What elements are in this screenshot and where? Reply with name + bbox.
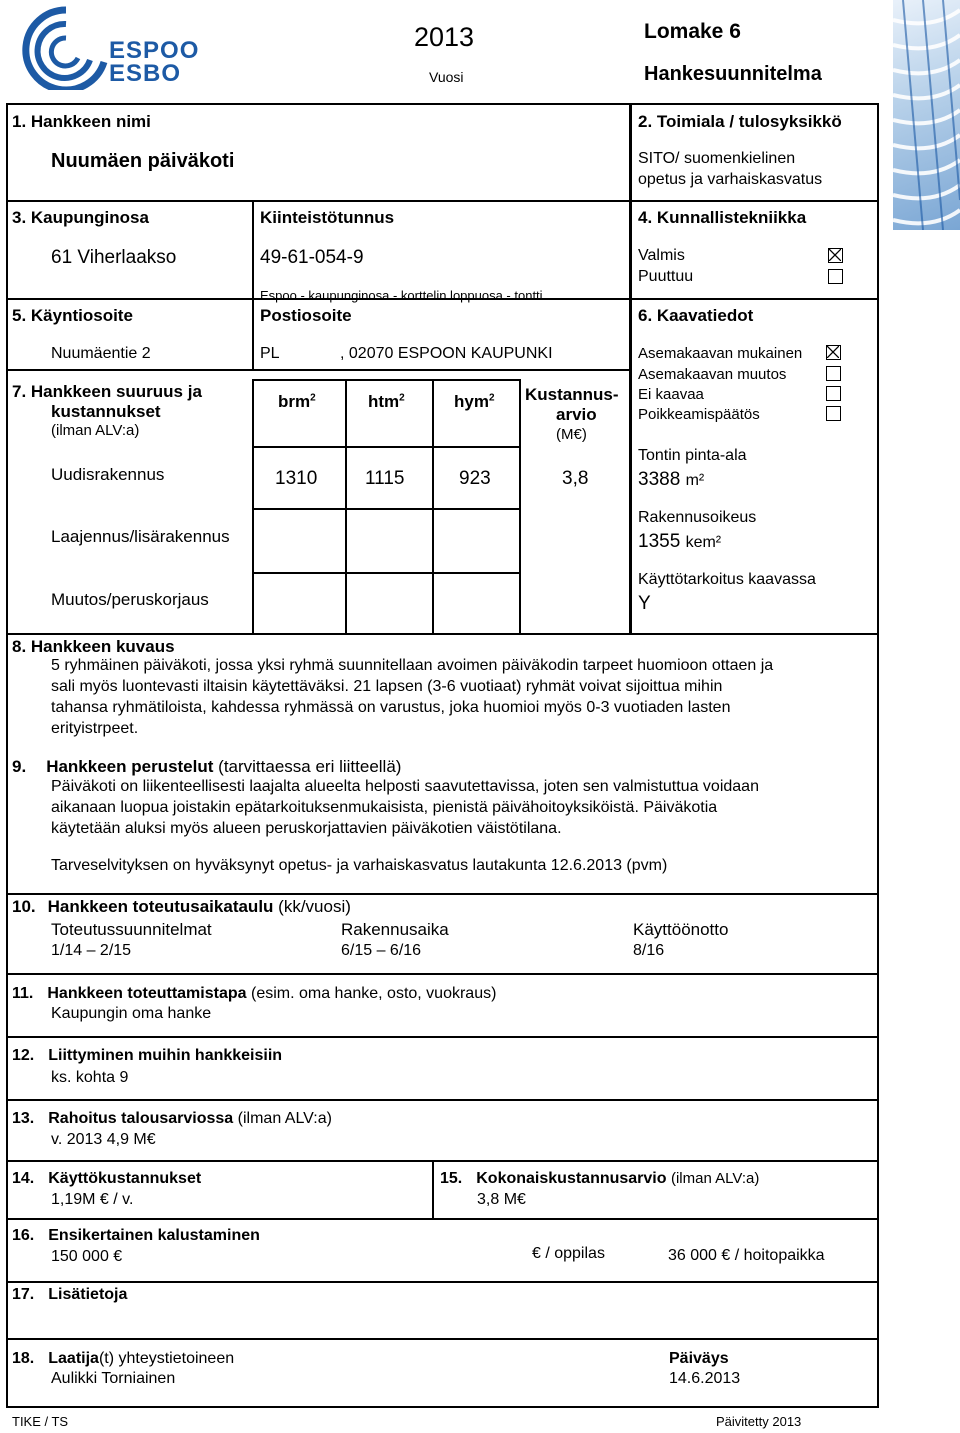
s18-label	[12, 1350, 234, 1368]
rule-row12	[6, 1036, 879, 1038]
s10-label-rest: (kk/vuosi)	[278, 897, 351, 916]
oikeus-unit: kem²	[685, 534, 722, 551]
s10-col1-label: Rakennusaika	[341, 920, 449, 939]
s13-label-rest: (ilman ALV:a)	[237, 1110, 332, 1127]
row-label-laajennus: Laajennus/lisärakennus	[51, 527, 230, 546]
s16-value: 150 000 €	[51, 1248, 123, 1265]
checkbox-poikkeamispaatos[interactable]	[826, 406, 841, 421]
rule-row8	[6, 633, 879, 635]
row-uudis-brm: 1310	[275, 468, 318, 489]
s18-value: Aulikki Torniainen	[51, 1370, 176, 1387]
posti-value: , 02070 ESPOON KAUPUNKI	[340, 345, 553, 362]
s13-label	[12, 1110, 332, 1128]
s8-line-1: sali myös luontevasti iltaisin käytettäväksi. 21 lapsen (3-6 vuotiaat) ryhmät voivat sijoittua mihin	[51, 678, 723, 695]
rule-left	[6, 103, 8, 1408]
s3-value: 61 Viherlaakso	[51, 247, 177, 268]
rule-row13	[6, 1099, 879, 1101]
s17-num: 17.	[12, 1286, 35, 1303]
s6-opt-2: Ei kaavaa	[638, 386, 704, 403]
kiinteisto-note: Espoo - kaupunginosa - korttelin loppuosa - tontti	[260, 288, 543, 303]
logo-text-espoo: ESPOO	[109, 37, 200, 64]
row-uudis-cost: 3,8	[562, 468, 589, 489]
s4-opt-puuttuu: Puuttuu	[638, 268, 694, 285]
col-cost-1: Kustannus-	[525, 385, 619, 404]
checkbox-x-icon	[827, 346, 839, 358]
s16-per-place: 36 000 € / hoitopaikka	[668, 1247, 825, 1264]
footer-right: Päivitetty 2013	[716, 1414, 802, 1429]
checkbox-asemakaavan-muutos[interactable]	[826, 366, 841, 381]
s10-col2-label: Käyttöönotto	[633, 920, 729, 939]
s2-label: 2. Toimiala / tulosyksikkö	[638, 112, 842, 131]
checkbox-asemakaavan-mukainen[interactable]	[826, 345, 841, 360]
rule-row7	[6, 369, 631, 371]
s9-line-1: aikanaan luopua joistakin epätarkoituksenmukaisista, pienistä päivähoitoyksiköistä. Päiväkotia	[51, 799, 718, 816]
year-value: 2013	[414, 22, 475, 52]
oikeus-value	[638, 531, 721, 553]
col-brm: brm$^2$	[278, 392, 316, 411]
s1-value: Nuumäen päiväkoti	[51, 150, 235, 172]
s12-num: 12.	[12, 1047, 35, 1064]
s14-value: 1,19M € / v.	[51, 1191, 134, 1208]
s9-line-2: käytetään aluksi myös alueen peruskorjattavien päiväkotien väistötilana.	[51, 820, 562, 837]
rule-row11	[6, 973, 879, 975]
s3-label: 3. Kaupunginosa	[12, 208, 149, 227]
rule-table-r2	[252, 508, 521, 510]
s11-label-rest: (esim. oma hanke, osto, vuokraus)	[250, 985, 497, 1002]
s4-opt-valmis: Valmis	[638, 247, 685, 264]
col-cost-3: (M€)	[556, 426, 587, 443]
s9-num: 9.	[12, 757, 27, 776]
s8-line-0: 5 ryhmäinen päiväkoti, jossa yksi ryhmä suunnitellaan avoimen päiväkodin tarpeet huomioon ottaen ja	[51, 657, 774, 674]
s14-label	[12, 1170, 201, 1188]
rule-right	[877, 103, 879, 1408]
s15-value: 3,8 M€	[477, 1191, 526, 1208]
col-htm: htm$^2$	[368, 392, 405, 411]
s15-num: 15.	[440, 1170, 463, 1187]
s16-num: 16.	[12, 1227, 35, 1244]
posti-label: Postiosoite	[260, 306, 352, 325]
s16-label	[12, 1227, 260, 1245]
rule-table-cost	[519, 379, 521, 633]
logo-arcs-icon	[6, 2, 116, 90]
rule-row10	[6, 893, 879, 895]
s6-label: 6. Kaavatiedot	[638, 306, 754, 325]
s17-label-bold: Lisätietoja	[48, 1286, 128, 1303]
s12-label-bold: Liittyminen muihin hankkeisiin	[48, 1047, 283, 1064]
s18-label-rest: (t) yhteystietoineen	[98, 1350, 235, 1367]
rule-table-r3	[252, 572, 521, 574]
row-label-uudis: Uudisrakennus	[51, 465, 165, 484]
s14-num: 14.	[12, 1170, 35, 1187]
kiinteisto-label: Kiinteistötunnus	[260, 208, 395, 227]
s15-label-bold: Kokonaiskustannusarvio	[476, 1170, 667, 1187]
s10-col0-value: 1/14 – 2/15	[51, 942, 132, 959]
form-title: Hankesuunnitelma	[644, 63, 822, 85]
oikeus-number: 1355	[638, 531, 681, 552]
s13-label-bold: Rahoitus talousarviossa	[48, 1110, 234, 1127]
s16-label-bold: Ensikertainen kalustaminen	[48, 1227, 260, 1244]
s7-label-2: kustannukset	[51, 402, 161, 421]
rule-table-r1	[252, 446, 521, 448]
checkbox-valmis[interactable]	[828, 248, 843, 263]
s9-line-0: Päiväkoti on liikenteellisesti laajalta alueelta helposti saavutettavissa, joten sen valmistuttua voidaan	[51, 778, 759, 795]
s16-per-pupil: € / oppilas	[532, 1245, 605, 1262]
s10-col2-value: 8/16	[633, 942, 665, 959]
s14-label-bold: Käyttökustannukset	[48, 1170, 202, 1187]
s8-label: 8. Hankkeen kuvaus	[12, 637, 175, 656]
posti-pl: PL	[260, 345, 280, 362]
rule-row3	[6, 200, 879, 202]
s17-label	[12, 1286, 127, 1304]
col-hym: hym$^2$	[454, 392, 495, 411]
s4-label: 4. Kunnallistekniikka	[638, 208, 807, 227]
rule-top	[6, 103, 879, 105]
s6-opt-1: Asemakaavan muutos	[638, 366, 787, 383]
logo-text-esbo: ESBO	[109, 60, 182, 87]
oikeus-label: Rakennusoikeus	[638, 509, 757, 526]
decorative-wave-graphic	[893, 0, 960, 230]
s18-date-label: Päiväys	[669, 1350, 729, 1367]
rule-table-brm	[252, 379, 254, 633]
form-number: Lomake 6	[644, 20, 741, 43]
s9-label-bold: Hankkeen perustelut	[46, 757, 214, 776]
s7-label-3: (ilman ALV:a)	[51, 422, 140, 439]
s10-num: 10.	[12, 897, 36, 916]
s2-value-2: opetus ja varhaiskasvatus	[638, 171, 823, 188]
s10-label-bold: Hankkeen toteutusaikataulu	[47, 897, 274, 916]
s8-line-2: tahansa ryhmätiloista, kahdessa ryhmässä on varustus, joka huomioi myös 0-3 vuotiaden lasten	[51, 699, 731, 716]
rule-row16	[6, 1218, 879, 1220]
s8-line-3: erityistrpeet.	[51, 720, 139, 737]
row-uudis-hym: 923	[459, 468, 491, 489]
tontti-number: 3388	[638, 469, 681, 490]
kiinteisto-value: 49-61-054-9	[260, 247, 364, 268]
s11-label-bold: Hankkeen toteuttamistapa	[47, 985, 247, 1002]
s13-num: 13.	[12, 1110, 35, 1127]
s10-col1-value: 6/15 – 6/16	[341, 942, 422, 959]
row-label-muutos: Muutos/peruskorjaus	[51, 590, 209, 609]
rule-table-htm	[345, 379, 347, 633]
tontti-label: Tontin pinta-ala	[638, 447, 747, 464]
s7-label-1: 7. Hankkeen suuruus ja	[12, 382, 202, 401]
s10-col0-label: Toteutussuunnitelmat	[51, 920, 212, 939]
rule-row18	[6, 1338, 879, 1340]
s15-label-rest: (ilman ALV:a)	[670, 1170, 760, 1187]
footer-left: TIKE / TS	[12, 1414, 69, 1429]
rule-row17	[6, 1281, 879, 1283]
year-label: Vuosi	[429, 69, 464, 85]
s18-label-bold: Laatija	[48, 1350, 99, 1367]
s9-label	[12, 757, 401, 777]
rule-mid-col	[629, 103, 632, 635]
row-uudis-htm: 1115	[365, 468, 405, 489]
rule-table-head	[252, 379, 521, 381]
checkbox-x-icon	[829, 249, 841, 261]
s9-approval: Tarveselvityksen on hyväksynyt opetus- ja varhaiskasvatus lautakunta 12.6.2013 (pvm)	[51, 857, 668, 874]
s18-date-value: 14.6.2013	[669, 1370, 741, 1387]
s15-label	[440, 1170, 759, 1188]
s11-value: Kaupungin oma hanke	[51, 1005, 212, 1022]
rule-table-hym	[432, 379, 434, 633]
tontti-unit: m²	[685, 472, 705, 489]
s10-label	[12, 897, 351, 917]
rule-row14	[6, 1160, 879, 1162]
s11-label	[12, 985, 496, 1003]
checkbox-puuttuu[interactable]	[828, 269, 843, 284]
s1-label: 1. Hankkeen nimi	[12, 112, 151, 131]
s12-value: ks. kohta 9	[51, 1069, 129, 1086]
s2-value-1: SITO/ suomenkielinen	[638, 150, 796, 167]
s11-num: 11.	[12, 985, 34, 1002]
tontti-value	[638, 469, 704, 491]
s13-value: v. 2013 4,9 M€	[51, 1131, 156, 1148]
s6-opt-0: Asemakaavan mukainen	[638, 345, 803, 362]
checkbox-ei-kaavaa[interactable]	[826, 386, 841, 401]
col-cost-2: arvio	[556, 405, 597, 424]
s5-label: 5. Käyntiosoite	[12, 306, 133, 325]
s6-opt-3: Poikkeamispäätös	[638, 406, 760, 423]
espoo-logo	[6, 2, 200, 90]
wave-stripes-icon	[893, 0, 960, 230]
kaytto-value: Y	[638, 593, 651, 614]
s9-label-rest: (tarvittaessa eri liitteellä)	[218, 757, 402, 776]
s12-label	[12, 1047, 282, 1065]
rule-col-14-15	[432, 1160, 434, 1218]
s18-num: 18.	[12, 1350, 35, 1367]
rule-col-kiinteisto	[252, 200, 254, 370]
rule-bottom	[6, 1406, 879, 1408]
kaytto-label: Käyttötarkoitus kaavassa	[638, 571, 816, 588]
s5-value: Nuumäentie 2	[51, 345, 151, 362]
